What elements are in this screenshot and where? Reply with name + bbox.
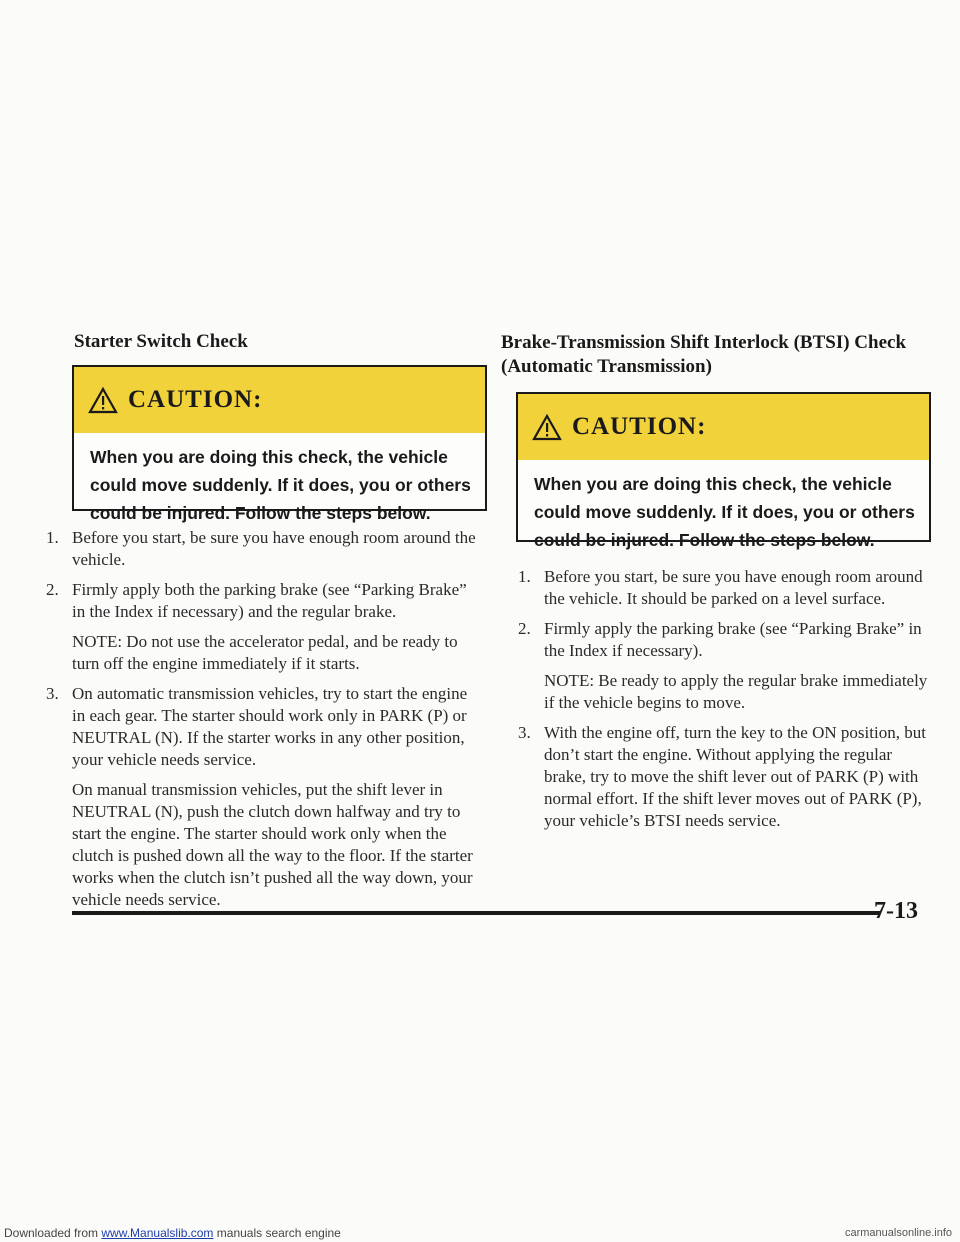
bottom-rule bbox=[72, 911, 880, 915]
footer-prefix: Downloaded from bbox=[4, 1226, 102, 1240]
step-number: 3. bbox=[46, 684, 59, 703]
left-caution-box bbox=[72, 365, 487, 523]
right-steps-list bbox=[518, 566, 938, 840]
left-caution-header bbox=[74, 367, 485, 433]
caution-text: When you are doing this check, the vehicle could move suddenly. If it does, you or others could be injured. Follow the steps below. bbox=[534, 474, 915, 550]
step-item bbox=[46, 579, 478, 675]
caution-text: When you are doing this check, the vehicle could move suddenly. If it does, you or others could be injured. Follow the steps below. bbox=[90, 447, 471, 523]
step-paragraph: On automatic transmission vehicles, try to start the engine in each gear. The starter should work only in PARK (P) or NEUTRAL (N). If the starter works in any other position, your vehicle needs service. bbox=[72, 684, 468, 769]
download-footer bbox=[0, 1224, 960, 1242]
footer-left bbox=[4, 1224, 341, 1242]
left-steps-list bbox=[46, 527, 478, 919]
step-note-paragraph: On manual transmission vehicles, put the shift lever in NEUTRAL (N), push the clutch down halfway and try to start the engine. The starter should work only when the clutch is pushed down all the way to the floor. If the starter works when the clutch isn’t pushed all the way down, your vehicle needs service. bbox=[72, 780, 473, 909]
step-item bbox=[518, 722, 938, 832]
step-item bbox=[46, 527, 478, 571]
step-number: 1. bbox=[518, 567, 531, 586]
right-caution-box bbox=[516, 392, 931, 550]
step-number: 3. bbox=[518, 723, 531, 742]
step-paragraph: Before you start, be sure you have enough room around the vehicle. bbox=[72, 528, 476, 569]
step-note-paragraph: NOTE: Do not use the accelerator pedal, and be ready to turn off the engine immediately if it starts. bbox=[72, 632, 458, 673]
step-item bbox=[46, 683, 478, 911]
step-paragraph: With the engine off, turn the key to the ON position, but don’t start the engine. Without applying the regular brake, try to move the shift lever out of PARK (P) with normal effort. If the shift lever moves out of PARK (P), your vehicle’s BTSI needs service. bbox=[544, 723, 926, 830]
step-text bbox=[544, 722, 938, 832]
step-number: 2. bbox=[46, 580, 59, 599]
step-text bbox=[72, 527, 478, 571]
step-paragraph: Before you start, be sure you have enough room around the vehicle. It should be parked on a level surface. bbox=[544, 567, 923, 608]
manualslib-link[interactable]: www.Manualslib.com bbox=[101, 1226, 214, 1240]
step-item bbox=[518, 618, 938, 714]
step-paragraph: Firmly apply the parking brake (see “Parking Brake” in the Index if necessary). bbox=[544, 619, 922, 660]
left-section-title: Starter Switch Check bbox=[74, 331, 248, 352]
step-number: 1. bbox=[46, 528, 59, 547]
footer-suffix: manuals search engine bbox=[213, 1226, 341, 1240]
right-title-line1: Brake-Transmission Shift Interlock (BTSI) Check bbox=[501, 332, 907, 353]
step-text bbox=[72, 579, 478, 675]
step-text bbox=[72, 683, 478, 911]
step-note-paragraph: NOTE: Be ready to apply the regular brake immediately if the vehicle begins to move. bbox=[544, 671, 928, 712]
step-paragraph: Firmly apply both the parking brake (see “Parking Brake” in the Index if necessary) and the regular brake. bbox=[72, 580, 467, 621]
watermark-text: carmanualsonline.info bbox=[844, 1227, 952, 1239]
caution-label: CAUTION: bbox=[572, 413, 707, 440]
warning-triangle-icon bbox=[88, 386, 118, 414]
caution-label: CAUTION: bbox=[128, 386, 263, 413]
step-number: 2. bbox=[518, 619, 531, 638]
right-title-line2: (Automatic Transmission) bbox=[501, 356, 712, 377]
warning-triangle-icon bbox=[532, 413, 562, 441]
right-section-title bbox=[501, 331, 906, 379]
step-text bbox=[544, 566, 938, 610]
right-caution-header bbox=[518, 394, 929, 460]
step-item bbox=[518, 566, 938, 610]
step-text bbox=[544, 618, 938, 714]
page-number: 7-13 bbox=[874, 898, 918, 924]
